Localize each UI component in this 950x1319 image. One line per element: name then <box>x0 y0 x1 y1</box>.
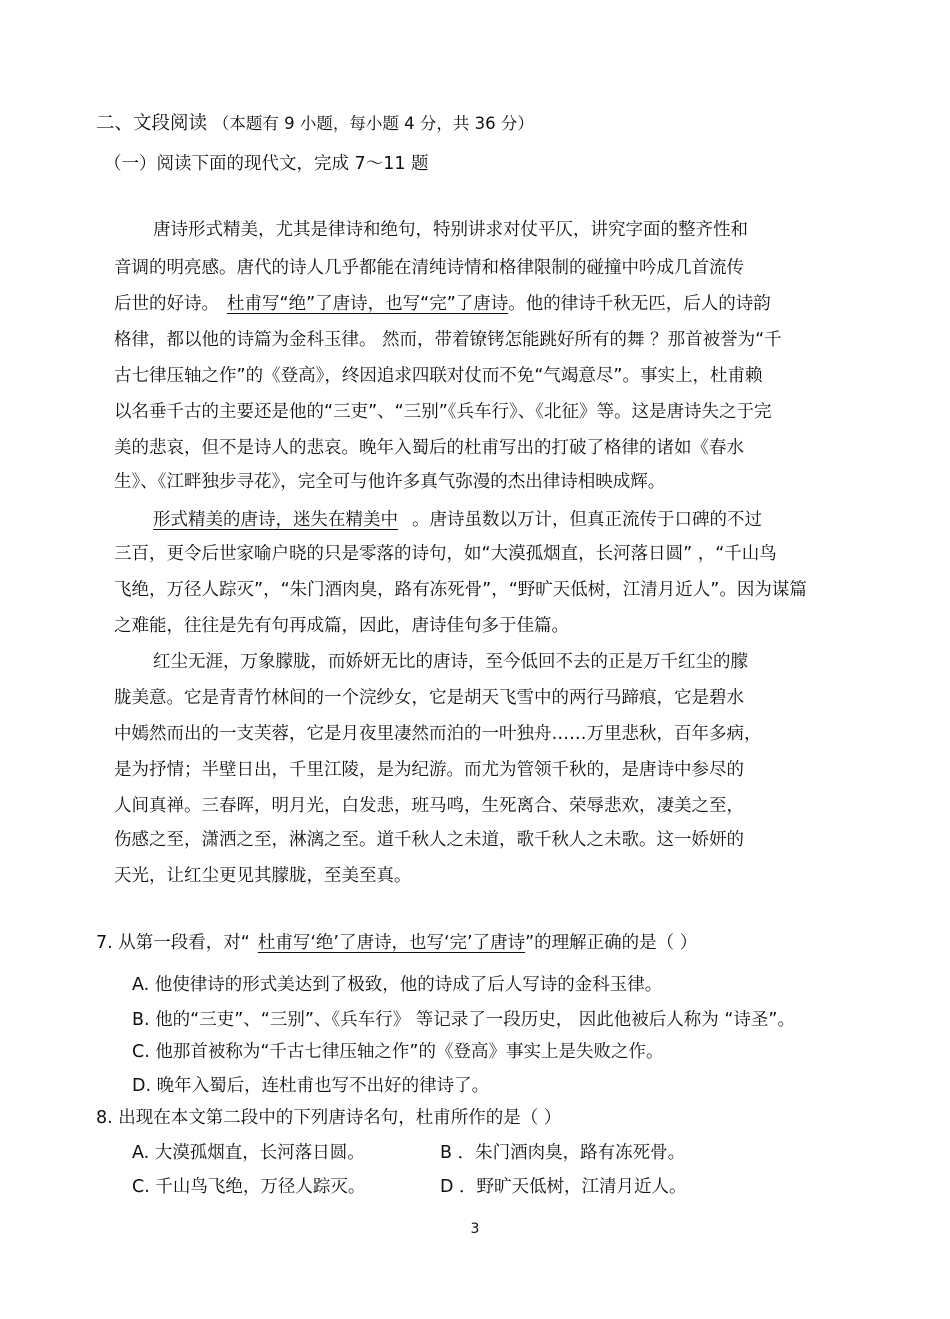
passage-text: 。他的律诗千秋无匹，后人的诗韵 <box>508 294 771 314</box>
section-heading <box>96 113 534 135</box>
passage-line <box>114 293 771 315</box>
section-title: 二、文段阅读 <box>96 113 208 134</box>
passage-line: 音调的明亮感。唐代的诗人几乎都能在清纯诗情和格律限制的碰撞中吟成几首流传 <box>114 258 744 278</box>
passage-line: 之难能，往往是先有句再成篇，因此，唐诗佳句多于佳篇。 <box>114 616 569 636</box>
passage-line: 以名垂千古的主要还是他的“三吏”、“三别”《兵车行》、《北征》等。这是唐诗失之于完 <box>114 402 772 422</box>
passage-line: 生》、《江畔独步寻花》，完全可与他许多真气弥漫的杰出律诗相映成辉。 <box>114 472 666 492</box>
option-c: C. 他那首被称为“千古七律压轴之作”的《登高》事实上是失败之作。 <box>132 1042 664 1062</box>
passage-line: 天光，让红尘更见其朦胧，至美至真。 <box>114 866 412 886</box>
passage-line: 古七律压轴之作”的《登高》，终因追求四联对仗而不免“气竭意尽”。事实上，杜甫赖 <box>114 366 763 386</box>
option-b: B. 他的“三吏”、“三别”、《兵车行》 等记录了一段历史， 因此他被后人称为 “诗圣”。 <box>132 1010 795 1030</box>
underlined-sentence: 形式精美的唐诗，迷失在精美中 <box>153 510 398 530</box>
section-subtitle: （一）阅读下面的现代文，完成 7～11 题 <box>104 154 429 174</box>
question-stem: 8. 出现在本文第二段中的下列唐诗名句，杜甫所作的是（ ） <box>96 1108 562 1128</box>
option-c: C. 千山鸟飞绝，万径人踪灭。 <box>132 1177 366 1197</box>
passage-line: 美的悲哀，但不是诗人的悲哀。晚年入蜀后的杜甫写出的打破了格律的诸如《春水 <box>114 438 744 458</box>
passage-line: 红尘无涯，万象朦胧，而娇妍无比的唐诗，至今低回不去的正是万千红尘的朦 <box>153 652 748 672</box>
passage-line: 格律，都以他的诗篇为金科玉律。 然而，带着镣铐怎能跳好所有的舞 ？那首被誉为“千 <box>114 330 782 350</box>
option-d: D ．野旷天低树，江清月近人。 <box>440 1177 687 1197</box>
question-stem-text: ”的理解正确的是（ ） <box>525 933 698 953</box>
option-b: B ．朱门酒肉臭，路有冻死骨。 <box>440 1143 686 1163</box>
question-stem <box>96 932 697 954</box>
passage-line: 伤感之至，潇洒之至，淋漓之至。道千秋人之未道，歌千秋人之未歌。这一娇妍的 <box>114 830 744 850</box>
passage-line: 胧美意。它是青青竹林间的一个浣纱女，它是胡天飞雪中的两行马蹄痕，它是碧水 <box>114 688 744 708</box>
passage-line <box>153 509 762 531</box>
underlined-quote: 杜甫写‘绝’了唐诗，也写‘完’了唐诗 <box>257 933 526 953</box>
passage-text: 。唐诗虽数以万计，但真正流传于口碑的不过 <box>412 510 762 530</box>
section-note: （本题有 9 小题，每小题 4 分，共 36 分） <box>212 114 534 133</box>
passage-text: 后世的好诗。 <box>114 294 219 314</box>
passage-line: 唐诗形式精美，尤其是律诗和绝句，特别讲求对仗平仄，讲究字面的整齐性和 <box>153 220 748 240</box>
option-d: D. 晚年入蜀后，连杜甫也写不出好的律诗了。 <box>132 1076 490 1096</box>
passage-line: 是为抒情；半壁日出，千里江陵，是为纪游。而尤为管领千秋的，是唐诗中参尽的 <box>114 760 744 780</box>
passage-line: 三百，更令后世家喻户晓的只是零落的诗句，如“大漠孤烟直，长河落日圆” ，“千山鸟 <box>114 544 777 564</box>
passage-line: 中嫣然而出的一支芙蓉，它是月夜里凄然而泊的一叶独舟……万里悲秋，百年多病， <box>114 724 762 744</box>
underlined-sentence: 杜甫写“绝”了唐诗，也写“完”了唐诗 <box>227 294 509 314</box>
question-stem-text: 7. 从第一段看，对“ <box>96 933 250 953</box>
passage-line: 人间真禅。三春晖，明月光，白发悲，班马鸣，生死离合、荣辱悲欢，凄美之至， <box>114 796 744 816</box>
option-a: A. 大漠孤烟直，长河落日圆。 <box>132 1143 365 1163</box>
page-number: 3 <box>470 1221 480 1237</box>
option-a: A. 他使律诗的形式美达到了极致，他的诗成了后人写诗的金科玉律。 <box>132 975 663 995</box>
passage-line: 飞绝，万径人踪灭”，“朱门酒肉臭，路有冻死骨”，“野旷天低树，江清月近人”。因为谋篇 <box>114 580 807 600</box>
